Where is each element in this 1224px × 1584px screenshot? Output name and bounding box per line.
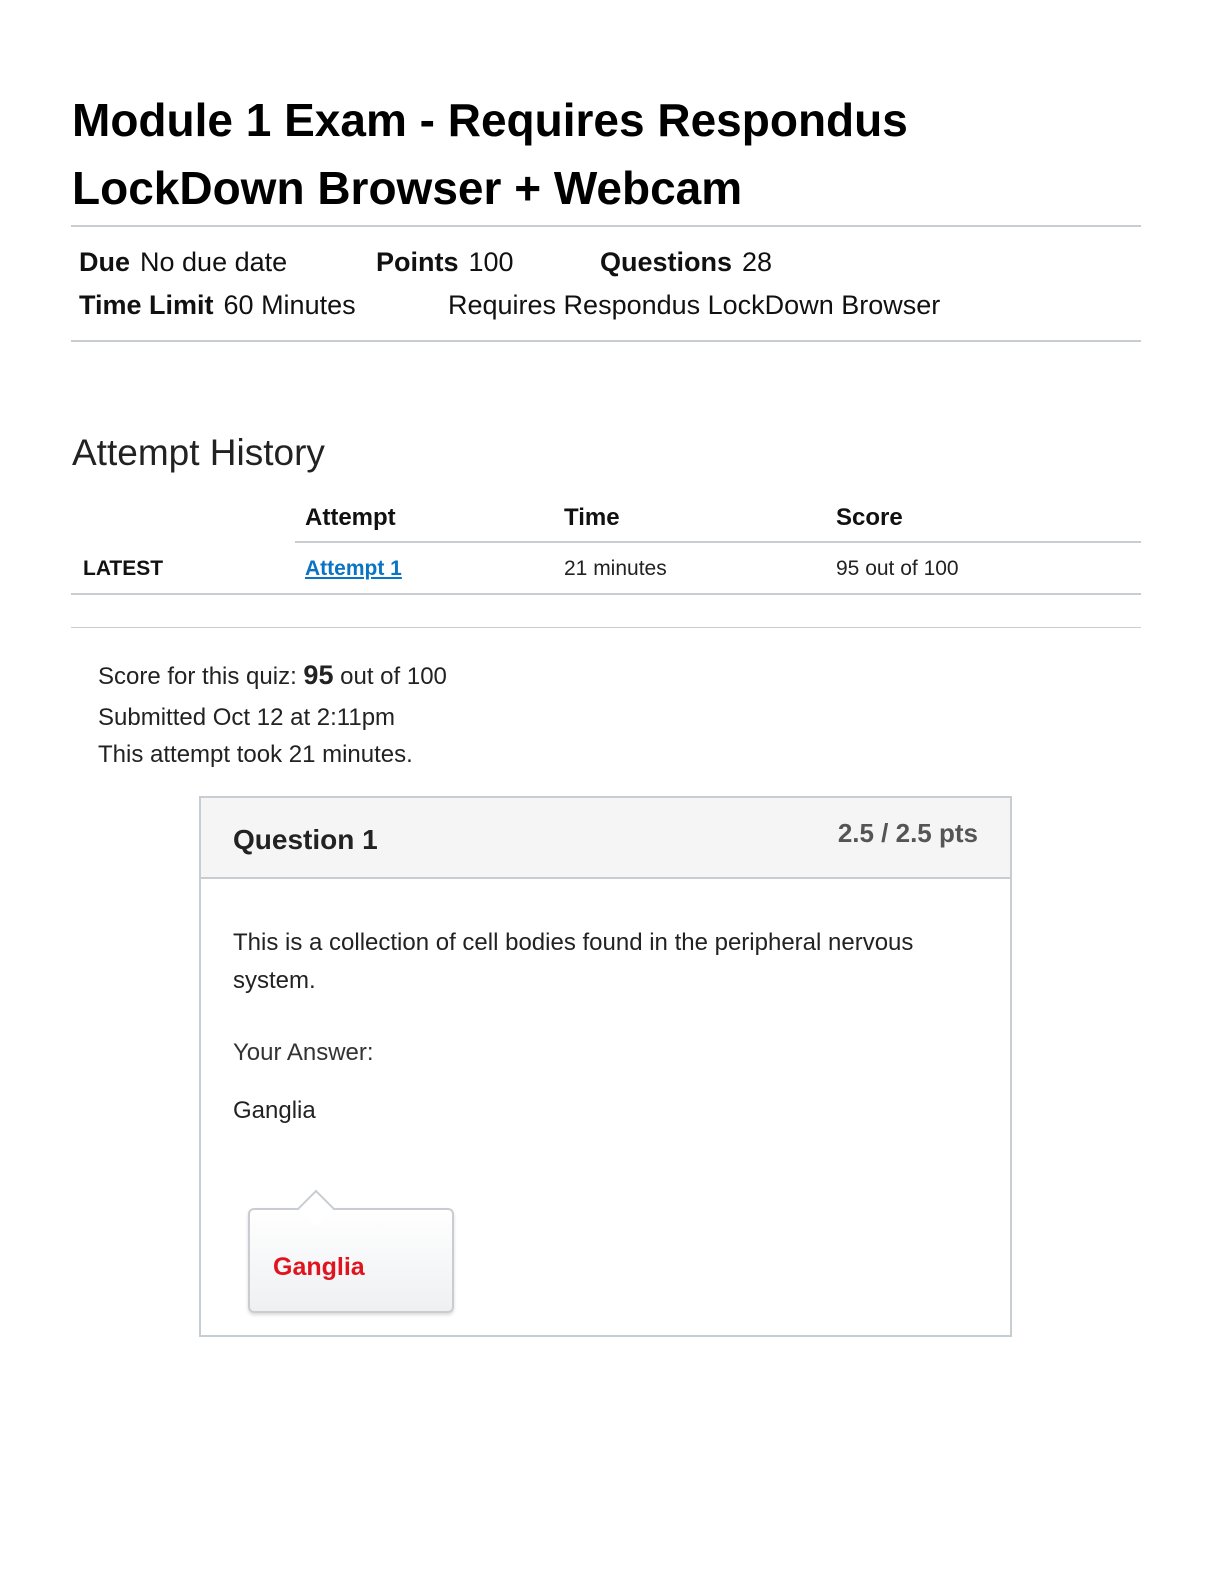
correct-answer-bubble xyxy=(248,1208,454,1313)
points-label: Points xyxy=(376,247,459,277)
question-card xyxy=(199,796,1012,1337)
due-value: No due date xyxy=(140,247,288,277)
lockdown-note: Requires Respondus LockDown Browser xyxy=(448,290,941,320)
table-row-score: 95 out of 100 xyxy=(836,557,959,580)
your-answer: Ganglia xyxy=(233,1097,316,1124)
question-header xyxy=(201,798,1010,879)
score-value: 95 xyxy=(303,660,334,690)
duration-text: This attempt took 21 minutes. xyxy=(98,741,413,768)
points-value: 100 xyxy=(468,247,514,277)
attempt-history-heading: Attempt History xyxy=(72,432,325,473)
question-text: This is a collection of cell bodies found in the peripheral nervous system. xyxy=(233,929,914,994)
latest-badge: LATEST xyxy=(83,557,164,580)
time-limit-label: Time Limit xyxy=(79,290,214,320)
table-header-divider xyxy=(295,541,1141,543)
time-limit-info xyxy=(79,290,356,321)
score-suffix: out of 100 xyxy=(340,663,447,690)
due-label: Due xyxy=(79,247,131,277)
question-points: 2.5 / 2.5 pts xyxy=(837,818,978,848)
questions-value: 28 xyxy=(742,247,773,277)
questions-label: Questions xyxy=(600,247,733,277)
col-header-score: Score xyxy=(836,504,903,531)
bubble-pointer xyxy=(298,1190,335,1227)
table-row-time: 21 minutes xyxy=(564,557,667,580)
page-title: Module 1 Exam - Requires Respondus LockDown Browser + Webcam xyxy=(72,94,908,214)
due-info xyxy=(79,247,287,278)
attempt-1-link[interactable]: Attempt 1 xyxy=(305,557,402,580)
points-info xyxy=(376,247,514,278)
table-bottom-divider xyxy=(71,593,1141,595)
your-answer-label: Your Answer: xyxy=(233,1039,374,1066)
meta-divider xyxy=(71,340,1141,342)
correct-answer-text: Ganglia xyxy=(273,1253,365,1281)
question-title: Question 1 xyxy=(233,824,378,855)
col-header-attempt: Attempt xyxy=(305,504,396,531)
submitted-text: Submitted Oct 12 at 2:11pm xyxy=(98,704,396,731)
section-divider xyxy=(71,627,1141,628)
score-prefix: Score for this quiz: xyxy=(98,663,297,690)
time-limit-value: 60 Minutes xyxy=(223,290,356,320)
header-divider xyxy=(71,225,1141,227)
col-header-time: Time xyxy=(564,504,620,531)
score-summary xyxy=(98,660,447,691)
questions-info xyxy=(600,247,772,278)
table-row-attempt xyxy=(305,557,402,581)
